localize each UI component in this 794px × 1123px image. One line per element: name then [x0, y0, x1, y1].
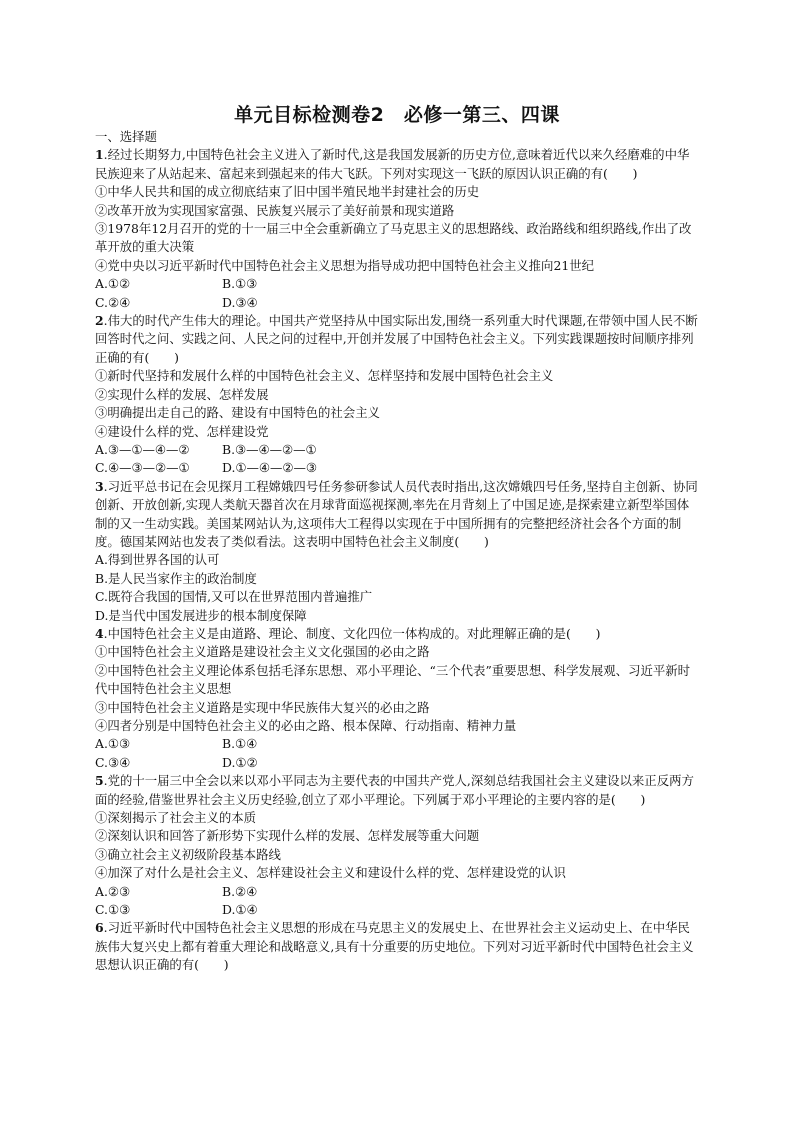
choice-row — [95, 294, 701, 312]
answer-choice[interactable]: A.③—①—④—② — [95, 441, 190, 457]
question-block — [95, 312, 701, 478]
page-title: 单元目标检测卷2 必修一第三、四课 — [234, 104, 560, 126]
choice-row — [95, 754, 701, 772]
statement-item: ①深刻揭示了社会主义的本质 — [95, 810, 257, 826]
question-text: .中国特色社会主义是由道路、理论、制度、文化四位一体构成的。对此理解正确的是( ) — [103, 625, 601, 641]
choice-row — [95, 459, 701, 477]
question-stem — [95, 919, 701, 974]
question-stem — [95, 625, 701, 643]
answer-choice[interactable]: C.③④ — [95, 754, 131, 770]
statement-item: ②中国特色社会主义理论体系包括毛泽东思想、邓小平理论、“三个代表”重要思想、科学发展观、习近平新时代中国特色社会主义思想 — [95, 662, 691, 697]
answer-choice[interactable]: C.①③ — [95, 902, 131, 918]
statement-item: ②实现什么样的发展、怎样发展 — [95, 386, 269, 402]
question-text: .经过长期努力,中国特色社会主义进入了新时代,这是我国发展新的历史方位,意味着近代以来久经磨难的中华民族迎来了从站起来、富起来到强起来的伟大飞跃。下列对实现这一飞跃的原因认识正确的有( ) — [95, 147, 690, 181]
statement-item: ④党中央以习近平新时代中国特色社会主义思想为指导成功把中国特色社会主义推向21世纪 — [95, 257, 595, 273]
section-heading: 一、选择题 — [95, 129, 157, 144]
statement-item: ④四者分别是中国特色社会主义的必由之路、根本保障、行动指南、精神力量 — [95, 718, 517, 733]
statement-item: ①新时代坚持和发展什么样的中国特色社会主义、怎样坚持和发展中国特色社会主义 — [95, 368, 554, 384]
answer-choice[interactable]: D.是当代中国发展进步的根本制度保障 — [95, 607, 307, 623]
statement-item: ③明确提出走自己的路、建设有中国特色的社会主义 — [95, 405, 380, 421]
answer-choice[interactable]: B.是人民当家作主的政治制度 — [95, 570, 257, 586]
answer-choice[interactable]: D.①④ — [222, 902, 258, 918]
statement-item: ①中华人民共和国的成立彻底结束了旧中国半殖民地半封建社会的历史 — [95, 184, 480, 200]
statement-item: ④加深了对什么是社会主义、怎样建设社会主义和建设什么样的党、怎样建设党的认识 — [95, 865, 566, 881]
question-block — [95, 478, 701, 625]
answer-choice[interactable]: D.①—④—②—③ — [222, 460, 318, 476]
question-block — [95, 919, 701, 974]
choice-row — [95, 901, 701, 919]
question-number: 3 — [95, 478, 104, 494]
answer-choice[interactable]: A.①③ — [95, 736, 131, 752]
answer-choice[interactable]: A.得到世界各国的认可 — [95, 552, 220, 568]
question-text: .党的十一届三中全会以来以邓小平同志为主要代表的中国共产党人,深刻总结我国社会主义建设以来正反两方面的经验,借鉴世界社会主义历史经验,创立了邓小平理论。下列属于邓小平理论的主要内容的是( ) — [95, 773, 694, 807]
question-text: .伟大的时代产生伟大的理论。中国共产党坚持从中国实际出发,围绕一系列重大时代课题,在带领中国人民不断回答时代之问、实践之问、人民之问的过程中,开创并发展了中国特色社会主义。下列实践课题按时间顺序排列正确的有( ) — [95, 313, 698, 365]
answer-choice[interactable]: B.②④ — [222, 883, 258, 899]
question-block — [95, 772, 701, 919]
question-number: 6 — [95, 920, 104, 936]
question-block — [95, 146, 701, 312]
answer-choice[interactable]: B.③—④—②—① — [222, 441, 317, 457]
statement-item: ③1978年12月召开的党的十一届三中全会重新确立了马克思主义的思想路线、政治路线和组织路线,作出了改革开放的重大决策 — [95, 221, 692, 255]
statement-item: ③中国特色社会主义道路是实现中华民族伟大复兴的必由之路 — [95, 699, 430, 715]
answer-choice[interactable]: C.②④ — [95, 294, 131, 310]
question-number: 2 — [95, 313, 104, 329]
answer-choice[interactable]: C.④—③—②—① — [95, 460, 190, 476]
question-text: .习近平新时代中国特色社会主义思想的形成在马克思主义的发展史上、在世界社会主义运动史上、在中华民族伟大复兴史上都有着重大理论和战略意义,具有十分重要的历史地位。下列对习近平新时代中国特色社会主义思想认识正确的有( ) — [95, 920, 694, 973]
answer-choice[interactable]: A.②③ — [95, 883, 131, 899]
question-stem — [95, 478, 701, 552]
choice-row — [95, 883, 701, 901]
statement-item: ①中国特色社会主义道路是建设社会主义文化强国的必由之路 — [95, 644, 430, 660]
question-block — [95, 625, 701, 772]
answer-choice[interactable]: B.①③ — [222, 276, 258, 292]
question-list — [95, 146, 701, 974]
answer-choice[interactable]: D.①② — [222, 754, 258, 770]
exam-content — [95, 128, 701, 975]
question-number: 5 — [95, 773, 104, 789]
choice-row — [95, 275, 701, 293]
answer-choice[interactable]: D.③④ — [222, 294, 258, 310]
question-stem — [95, 772, 701, 809]
question-number: 1 — [95, 147, 104, 163]
question-stem — [95, 146, 701, 183]
question-stem — [95, 312, 701, 367]
answer-choice[interactable]: B.①④ — [222, 736, 258, 752]
statement-item: ②改革开放为实现国家富强、民族复兴展示了美好前景和现实道路 — [95, 202, 455, 218]
statement-item: ④建设什么样的党、怎样建设党 — [95, 423, 269, 439]
answer-choice[interactable]: C.既符合我国的国情,又可以在世界范围内普遍推广 — [95, 589, 373, 605]
statement-item: ③确立社会主义初级阶段基本路线 — [95, 846, 281, 862]
answer-choice[interactable]: A.①② — [95, 276, 131, 292]
question-text: .习近平总书记在会见探月工程嫦娥四号任务参研参试人员代表时指出,这次嫦娥四号任务,坚持自主创新、协同创新、开放创新,实现人类航天器首次在月球背面巡视探测,率先在月背刻上了中国足迹,是探索建立新型举国体制的又一生动实践。美国某网站认为,这项伟大工程得以实现在于中国所拥有的完整把经济社会各个方面的制度。德国某网站也发表了类似看法。这表明中国特色社会主义制度( ) — [95, 478, 698, 549]
statement-item: ②深刻认识和回答了新形势下实现什么样的发展、怎样发展等重大问题 — [95, 828, 480, 844]
choice-row — [95, 735, 701, 753]
question-number: 4 — [95, 625, 104, 641]
choice-row — [95, 441, 701, 459]
